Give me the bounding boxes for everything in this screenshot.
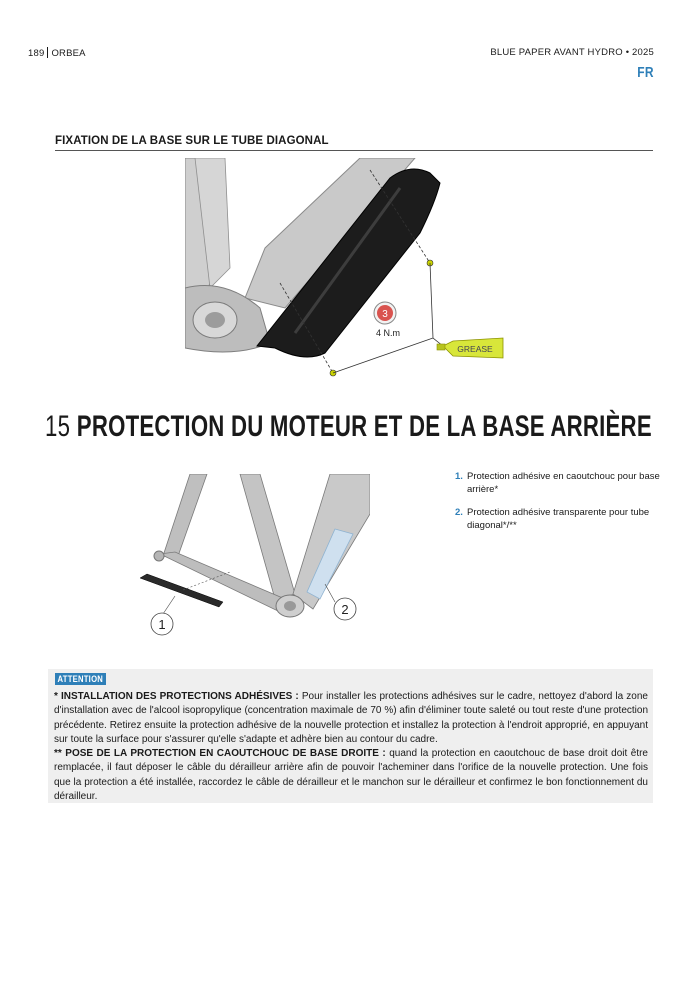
section-number: 15 [45,410,71,443]
brand-name: ORBEA [51,48,86,59]
attention-paragraph-1 [54,690,648,747]
frame-protection-illustration [135,474,370,644]
section-title: PROTECTION DU MOTEUR ET DE LA BASE ARRIÈRE [76,410,652,443]
para1-body: Pour installer les protections adhésives sur le cadre, nettoyez d'abord la zone d'installation avec de l'alcool isopropylique (concentration maximale de 70 %) afin d'éliminer toute saleté ou tout reste d'une protection précédente. Retirez ensuite la protection adhésive de la nouvelle protection et installez la protection à l'endroit approprié, en appuyant sur toute la surface pour s'assurer qu'elle s'adapte et adhère bien au contour du cadre. [54,691,648,745]
torque-value: 4 N.m [376,328,401,338]
section-heading [45,410,652,444]
step-text: Protection adhésive transparente pour tube diagonal*/** [467,507,650,531]
grease-leader [430,263,443,346]
torque-badge-number: 3 [382,309,388,320]
para2-title: ** POSE DE LA PROTECTION EN CAOUTCHOUC DE BASE DROITE : [54,748,386,760]
seat-stays [163,474,207,559]
grease-cap [437,344,445,350]
grease-leader-2 [333,338,433,373]
attention-badge: ATTENTION [55,673,106,685]
language-tag: FR [637,64,654,81]
bb-hole-2 [284,601,296,611]
step-text: Protection adhésive en caoutchouc pour base arrière* [467,471,660,495]
step-number: 1. [455,471,463,482]
attention-box [48,669,653,803]
list-item [455,470,665,496]
page-number: 189 [28,48,45,59]
callout-2: 2 [341,602,349,617]
list-item [455,506,665,532]
callout-2-leader [325,584,335,602]
subsection-title: FIXATION DE LA BASE SUR LE TUBE DIAGONAL [55,135,329,147]
document-title: BLUE PAPER AVANT HYDRO • 2025 [490,47,654,58]
attention-paragraph-2 [54,747,648,804]
callout-1: 1 [158,617,166,632]
para1-title: * INSTALLATION DES PROTECTIONS ADHÉSIVES : [54,691,299,702]
chainstay-protector-part [140,574,223,607]
bb-hole [205,312,225,328]
callout-1-leader [163,596,175,614]
steps-list [455,470,665,542]
attention-text [54,690,648,804]
seat-tube-2 [240,474,295,599]
subsection-divider [55,150,653,151]
para2-body: quand la protection en caoutchouc de base droit doit être remplacée, il faut déposer le câble du dérailleur arrière afin de pouvoir l'acheminer dans l'orifice de la nouvelle protection. Une fois que la protection a été installée, raccordez le câble de dérailleur et le manchon sur le dérailleur et confirmez le bon fonctionnement du dérailleur. [54,748,648,803]
page-header-left [28,47,86,59]
header-divider [47,47,48,58]
step-number: 2. [455,507,463,518]
chainstay-mount-illustration [185,158,515,388]
dropout [154,551,164,561]
grease-label: GREASE [457,344,493,354]
